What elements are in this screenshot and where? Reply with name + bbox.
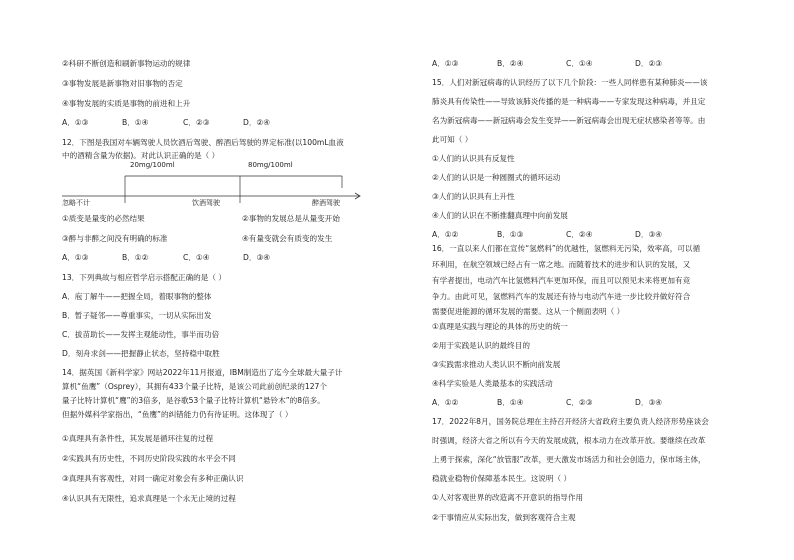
option-a[interactable]: A．①③ (62, 253, 89, 262)
option-d[interactable]: D．②④ (243, 118, 271, 127)
option-c[interactable]: C．②④ (566, 230, 593, 239)
statement-4: ④人们的认识在不断推翻真理中向前发展 (432, 211, 568, 220)
statement-1: ①真理是实践与理论的具体的历史的统一 (432, 322, 568, 331)
q12-stem-line-1: 12．下图是我国对车辆驾驶人员饮酒后驾驶、醉酒后驾驶的界定标准(以100mL血液 (62, 138, 344, 147)
q13-stem: 13．下列典故与相应哲学启示搭配正确的是（ ） (62, 273, 226, 282)
option-c[interactable]: C．①④ (183, 253, 210, 262)
q13-option-d[interactable]: D．刻舟求剑——把握静止状态，坚持稳中取胜 (62, 349, 220, 358)
statement-2: ②干事情应从实际出发，做到客观符合主观 (432, 513, 576, 522)
statement-2: ②实践具有历史性，不同历史阶段实践的水平会不同 (62, 454, 236, 463)
q16-stem-line-1: 16．一直以来人们都在宣传“氢燃料”的优越性，氢燃料无污染，效率高，可以循 (432, 244, 701, 253)
option-c[interactable]: C．②③ (566, 398, 593, 407)
statement-4: ④有量变就会有质变的发生 (242, 234, 333, 243)
option-b[interactable]: B．①③ (497, 230, 524, 239)
q14-stem-line-3: 量子比特计算机“鹰”的3倍多，是谷歌53个量子比特计算机“悬铃木”的8倍多。 (62, 396, 325, 405)
zone-label-drunk: 醉酒驾驶 (312, 199, 340, 207)
q17-stem-line-3: 上勇于探索，深化“放管服”改革，更大激发市场活力和社会创造力，保市场主体， (432, 455, 706, 464)
q14-stem-line-2: 算机“鱼鹰”（Osprey），其拥有433个量子比特，是该公司此前创纪录的127个 (62, 382, 327, 391)
option-a[interactable]: A．①③ (62, 118, 89, 127)
statement-3: ③实践需求推动人类认识不断向前发展 (432, 360, 561, 369)
statement-1: ①真理具有条件性，其发展是循环往复的过程 (62, 434, 214, 443)
option-d[interactable]: D．③④ (635, 398, 663, 407)
option-a[interactable]: A．①② (432, 398, 459, 407)
threshold-label-2: 80mg/100ml (248, 161, 293, 169)
statement-3: ③醉与非醉之间没有明确的标准 (62, 234, 168, 243)
option-a[interactable]: A．①② (432, 230, 459, 239)
q17-stem-line-4: 稳就业稳物价保障基本民生。这说明（ ） (432, 474, 572, 483)
q16-stem-line-2: 环利用，在航空领域已经占有一席之地。而随着技术的进步和认识的发展，又 (432, 260, 691, 269)
statement-1: ①人对客观世界的改造离不开意识的指导作用 (432, 493, 584, 502)
q15-stem-line-2: 肺炎具有传染性——导致该肺炎传播的是一种病毒——专家发现这种病毒，并且定 (432, 97, 706, 106)
zone-label-ignore: 忽略不计 (62, 199, 90, 207)
q15-stem-line-4: 此可知（ ） (432, 135, 473, 144)
q12-stem-line-2: 中的酒精含量为依据)。对此认识正确的是（ ） (62, 151, 220, 160)
threshold-label-1: 20mg/100ml (130, 161, 175, 169)
q13-option-c[interactable]: C．拔苗助长——发挥主观能动性，事半而功倍 (62, 330, 220, 339)
statement-3: ③真理具有客观性，对同一确定对象会有多种正确认识 (62, 474, 244, 483)
q15-stem-line-1: 15．人们对新冠病毒的认识经历了以下几个阶段：一些人同样患有某种肺炎——该 (432, 78, 708, 87)
q16-stem-line-3: 有学者提出，电动汽车比氢燃料汽车更加环保，而且可以预见未来将更加有竞 (432, 276, 691, 285)
q11-options (62, 117, 402, 128)
statement-1: ①人们的认识具有反复性 (432, 154, 515, 163)
q14-stem-line-1: 14．据英国《新科学家》网站2022年11月报道，IBM制造出了迄今全球最大量子计 (62, 368, 343, 377)
option-b[interactable]: B．①② (122, 253, 149, 262)
q15-options (432, 229, 772, 240)
option-c[interactable]: C．②③ (183, 118, 210, 127)
alcohol-threshold-figure (62, 160, 362, 208)
option-a[interactable]: A．①③ (432, 59, 459, 68)
option-c[interactable]: C．①④ (566, 59, 593, 68)
option-d[interactable]: D．③④ (243, 253, 271, 262)
statement-3: ③人们的认识具有上升性 (432, 192, 515, 201)
statement-4: ④科学实验是人类最基本的实践活动 (432, 379, 553, 388)
q16-options (432, 397, 772, 408)
statement-line: ④事物发展的实质是事物的前进和上升 (62, 99, 191, 108)
q12-options (62, 252, 402, 263)
q16-stem-line-5: 需要促进能源的循环发展的需要。这从一个侧面表明（ ） (432, 307, 625, 316)
option-d[interactable]: D．③④ (635, 230, 663, 239)
option-d[interactable]: D．②③ (635, 59, 663, 68)
left-column (62, 0, 422, 560)
statement-line: ②科研不断创造和刷新事物运动的规律 (62, 59, 191, 68)
zone-label-drink: 饮酒驾驶 (192, 199, 220, 207)
q13-option-b[interactable]: B．暂子疑邻——尊重事实，一切从实际出发 (62, 311, 212, 320)
q17-stem-line-2: 时强调，经济大省之所以有今天的发展成就，根本动力在改革开放。要继续在改革 (432, 436, 706, 445)
q14-stem-line-4: 但据外媒科学家指出，“鱼鹰”的纠错能力仍有待证明。这体现了（ ） (62, 410, 293, 419)
q13-option-a[interactable]: A．庖丁解牛——把握全局，着眼事物的整体 (62, 292, 212, 301)
statement-line: ③事物发展是新事物对旧事物的否定 (62, 79, 183, 88)
statement-2: ②用于实践是认识的最终目的 (432, 341, 530, 350)
option-b[interactable]: B．①④ (497, 398, 524, 407)
statement-2: ②事物的发展总是从量变开始 (242, 214, 340, 223)
q14-options (432, 58, 772, 69)
statement-4: ④认识具有无限性，追求真理是一个永无止境的过程 (62, 494, 236, 503)
option-b[interactable]: B．②④ (497, 59, 524, 68)
right-column (432, 0, 792, 560)
q17-stem-line-1: 17．2022年8月，国务院总理在主持召开经济大省政府主要负责人经济形势座谈会 (432, 417, 709, 426)
option-b[interactable]: B．①④ (122, 118, 149, 127)
q15-stem-line-3: 名为新冠病毒——新冠病毒会发生变异——新冠病毒会出现无症状感染者等等。由 (432, 116, 706, 125)
q16-stem-line-4: 争力。由此可见，氢燃料汽车的发展还有待与电动汽车进一步比较并做好符合 (432, 292, 691, 301)
statement-1: ①质变是量变的必然结果 (62, 214, 145, 223)
statement-2: ②人们的认识是一种圆圈式的循环运动 (432, 173, 561, 182)
